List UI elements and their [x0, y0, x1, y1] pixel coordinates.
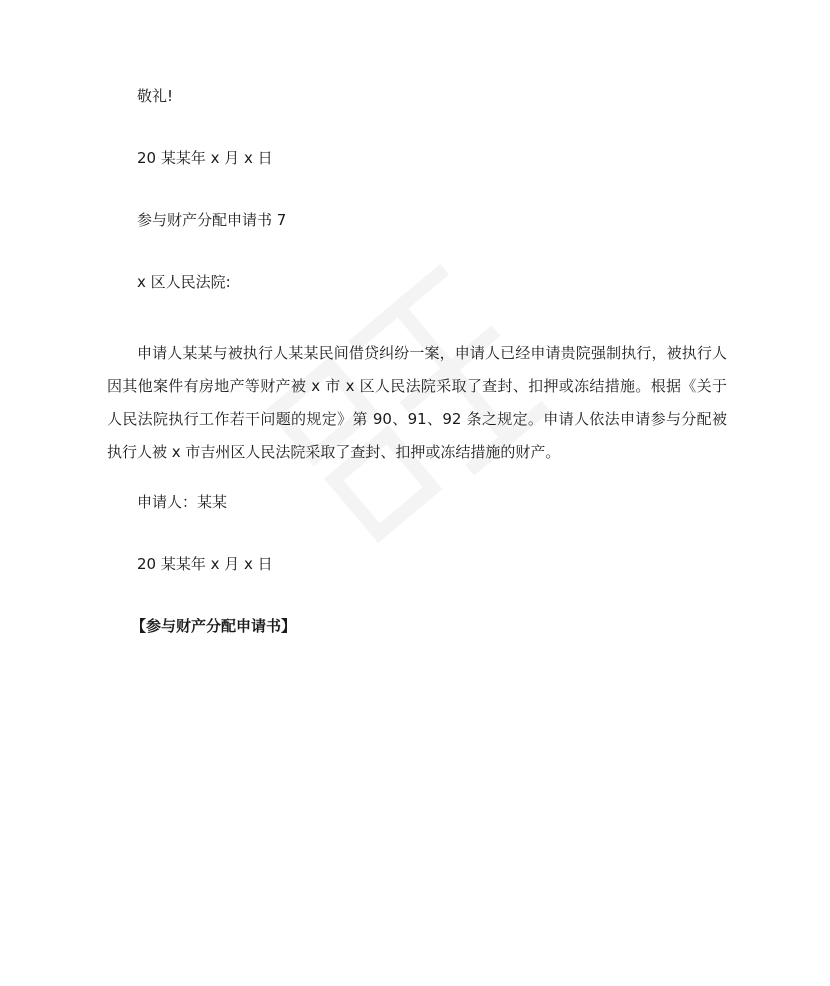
- date-line-2: 20 某某年 x 月 x 日: [137, 555, 273, 573]
- document-heading: 参与财产分配申请书 7: [137, 211, 287, 229]
- closing-text: 敬礼!: [137, 87, 174, 105]
- signature-line: 申请人：某某: [137, 493, 228, 511]
- date-line: 20 某某年 x 月 x 日: [137, 149, 273, 167]
- addressee-line: x 区人民法院:: [137, 273, 231, 291]
- footer-title: 【参与财产分配申请书】: [131, 617, 297, 635]
- body-paragraph: 申请人某某与被执行人某某民间借贷纠纷一案，申请人已经申请贵院强制执行，被执行人因其他案件有房地产等财产被 x 市 x 区人民法院采取了查封、扣押或冻结措施。根据《关于人民法院执行工作若干问题的规定》第 90、91、92 条之规定。申请人依法申请参与分配被执行人被 x 市吉州区人民法院采取了查封、扣押或冻结措施的财产。: [107, 344, 727, 461]
